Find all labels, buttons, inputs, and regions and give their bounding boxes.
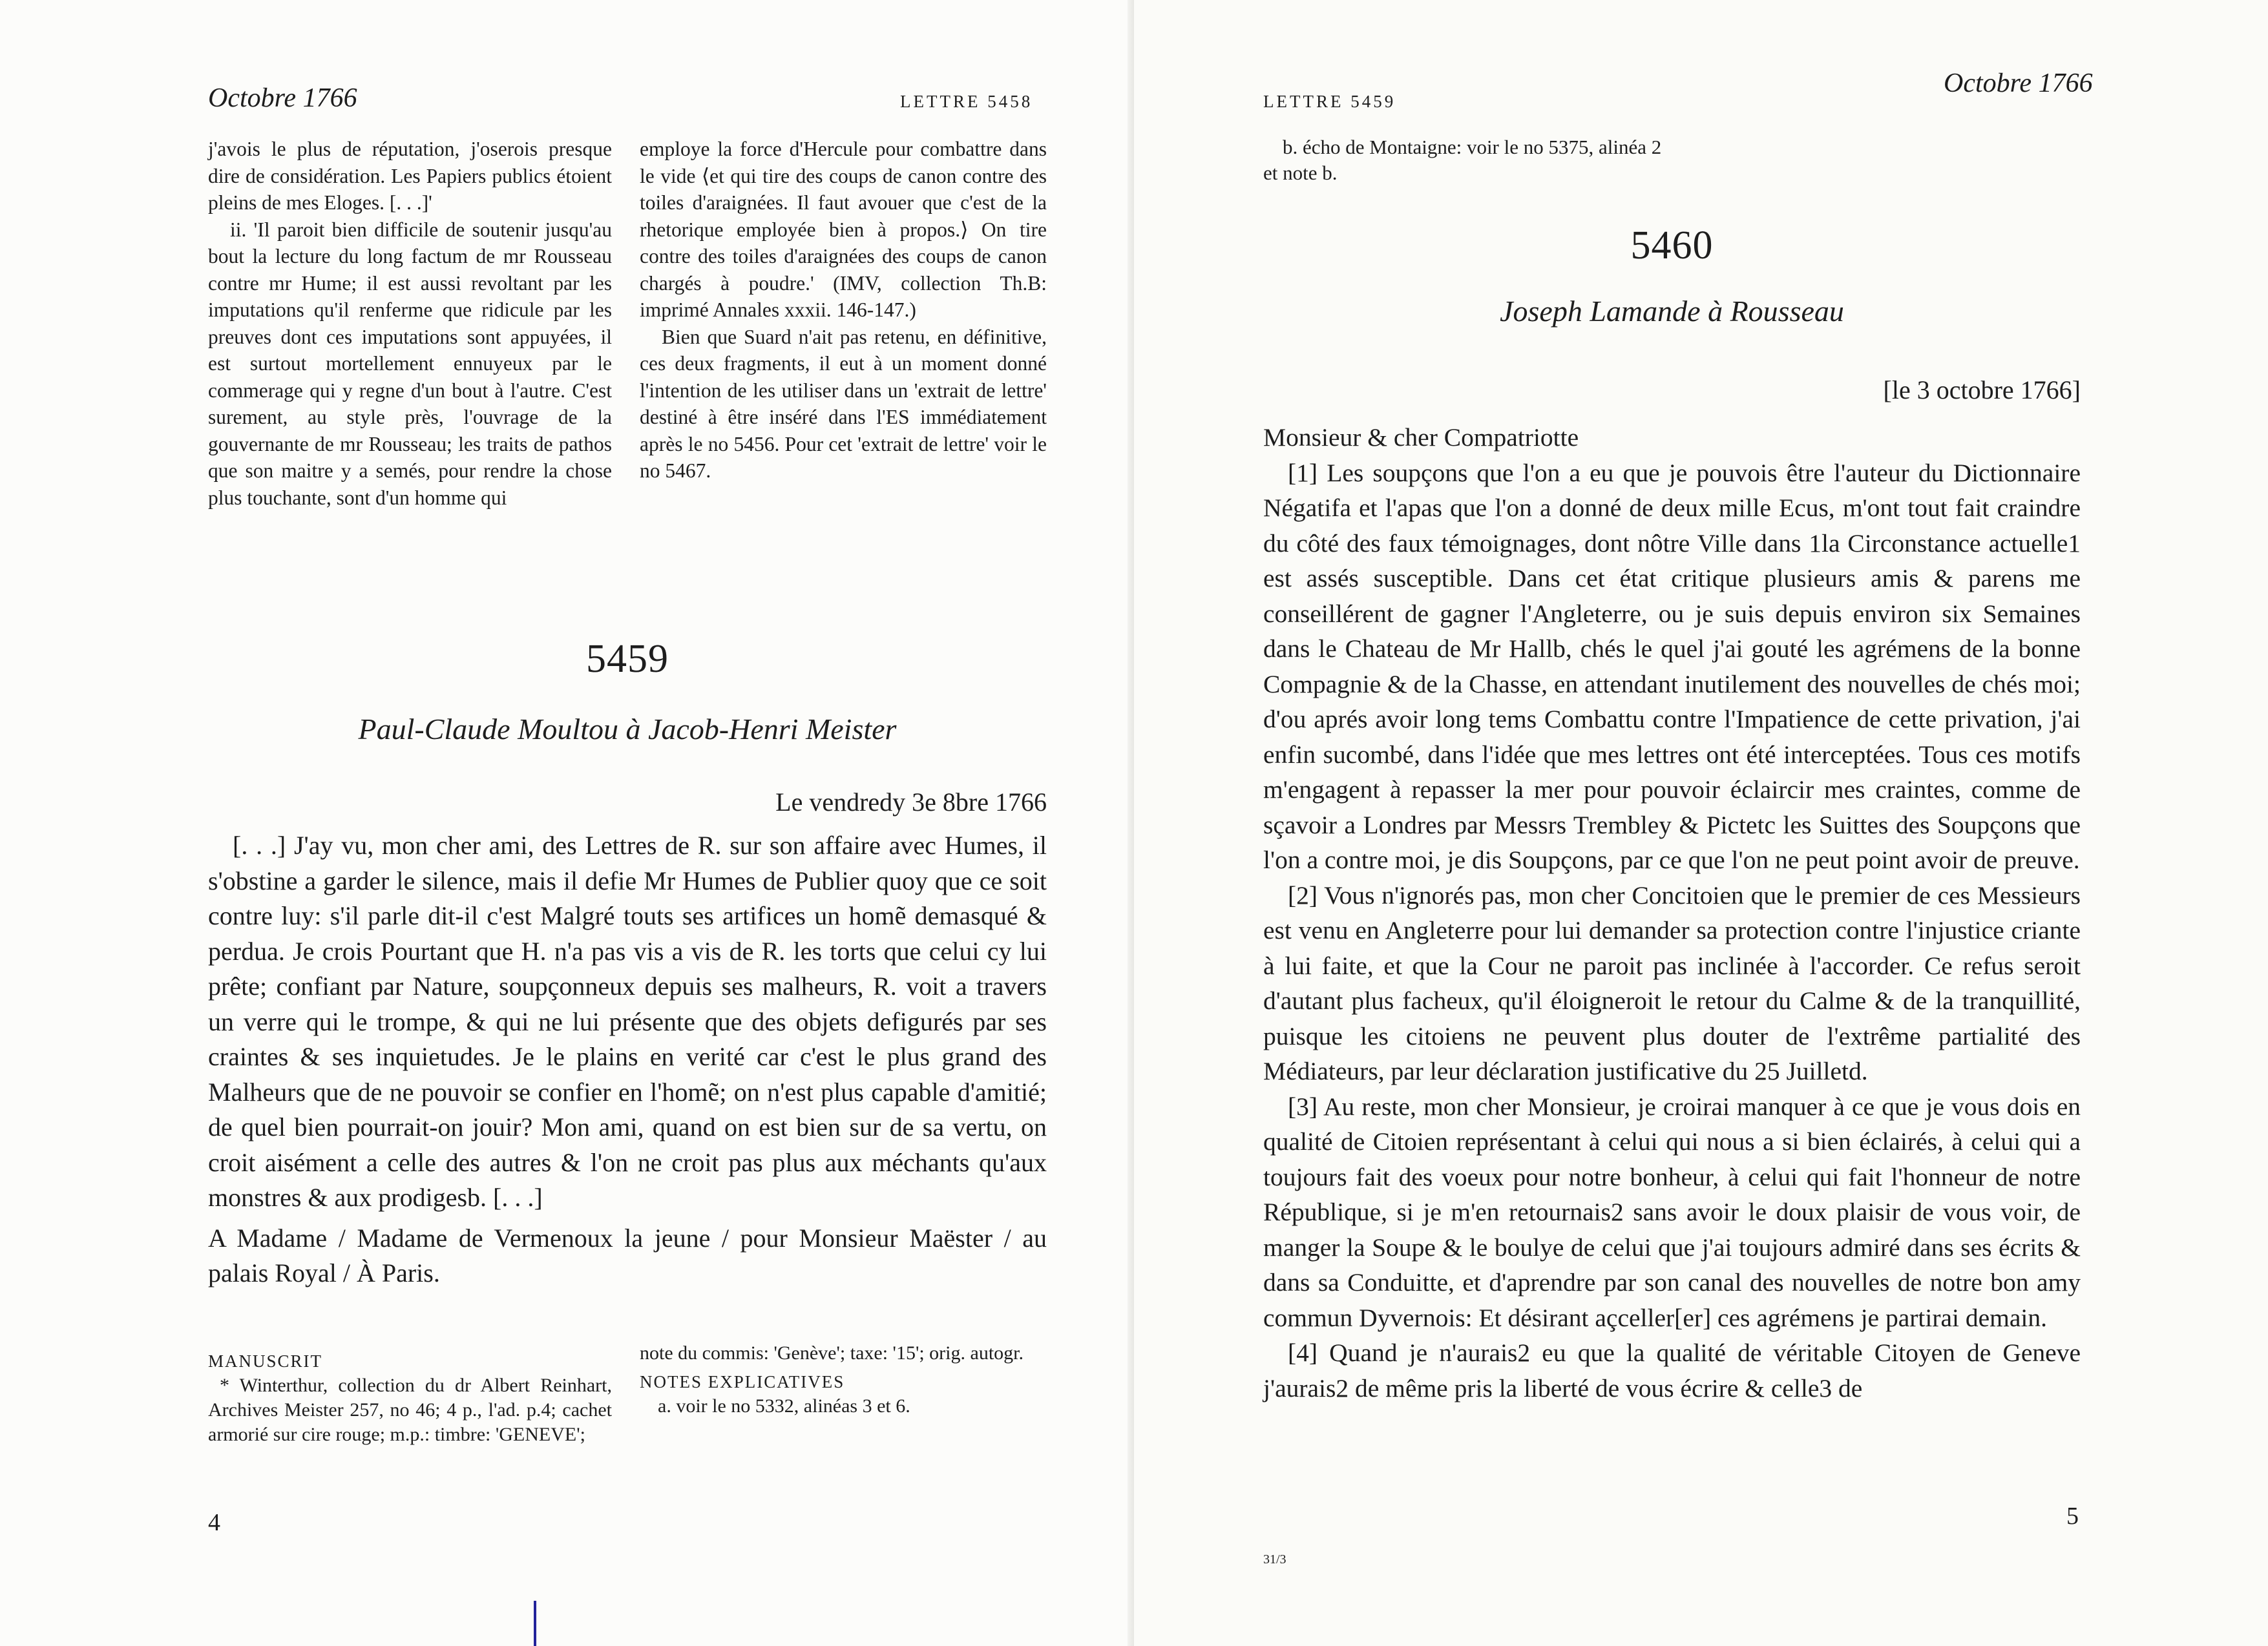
notes-heading: NOTES EXPLICATIVES (640, 1372, 845, 1391)
page-number: 4 (208, 1509, 220, 1536)
running-letter: LETTRE 5459 (1263, 92, 1396, 111)
body-paragraph: [4] Quand je n'aurais2 eu que la qualité de véritable Citoyen de Geneve j'aurais2 de même pris la liberté de vous écrire & celle3 de (1263, 1339, 2081, 1402)
notes-block (640, 1341, 1047, 1419)
letter-number: 5460 (1630, 224, 1714, 267)
body-paragraph: [1] Les soupçons que l'on a eu que je pouvois être l'auteur du Dictionnaire Négatifa et l'apas que l'on a donné de deux mille Ecus, m'ont tout fait craindre du côté des faux témoignages, dont nôtre Ville dans 1la Circonstance actuelle1 est assés susceptible. Dans cet état critique plusieurs amis & parens me conseillérent de gagner l'Angleterre, ou je suis depuis environ six Semaines dans le Chateau de Mr Hallb, chés le quel j'ai gouté les agrémens de la bonne Compagnie & de la Chasse, en attendant inutilement des nouvelles de chés moi; d'ou aprés avoir long tems Combattu contre l'Impatience de cette privation, j'ai enfin sucombé, dans l'idée que mes lettres ont été interceptées. Tous ces motifs m'engagent à repasser la mer pour pouvoir éclaircir mes craintes, comme de sçavoir a Londres par Messrs Trembley & Pictetc les Suittes des Soupçons que l'on a contre moi, je dis Soupçons, par ce que l'on ne peut point avoir de preuve. (1263, 458, 2081, 874)
letter-date: [le 3 octobre 1766] (1883, 375, 2081, 404)
running-date: Octobre 1766 (208, 83, 357, 113)
letter-body (208, 828, 1047, 1291)
salutation: Monsieur & cher Compatriotte (1263, 423, 1579, 452)
column-right (640, 136, 1047, 484)
column-paragraph: ii. 'Il paroit bien difficile de soutenir jusqu'au bout la lecture du long factum de mr Rousseau contre mr Hume; il est aussi revoltant par les imputations qu'il renferme que ridicule par les preuves dont ces imputations sont appuyées, il est surtout mortellement ennuyeux par le commerage qui y regne d'un bout à l'autre. C'est surement, au style près, l'ouvrage de la gouvernante de mr Rousseau; les traits de pathos que son maitre y a semés, pour rendre la chose plus touchante, sont d'un homme qui (208, 218, 612, 509)
column-paragraph: j'avois le plus de réputation, j'oserois presque dire de considération. Les Papiers publics étoient pleins de mes Eloges. [. . .]' (208, 138, 612, 214)
body-paragraph: [3] Au reste, mon cher Monsieur, je croirai manquer à ce que je vous dois en qualité de Citoien représentant à celui qui nous a si bien éclairés, à celui qui a toujours fait des voeux pour notre bonheur, à celui qui fait l'honneur de notre République, si je m'en retournais2 sans avoir le doux plaisir de vous voir, de manger la Soupe & le boulye de celui que j'ai toujours admiré dans ses écrits & dans sa Conduitte, et d'aprendre par son canal des nouvelles de notre bon amy commun Dyvernois: Et désirant açceller[er] ces agrémens je partirai demain. (1263, 1092, 2081, 1332)
letter-title: Joseph Lamande à Rousseau (1500, 295, 1844, 328)
body-paragraph: [. . .] J'ay vu, mon cher ami, des Lettres de R. sur son affaire avec Humes, il s'obstine a garder le silence, mais il defie Mr Humes de Publier quoy que ce soit contre luy: s'il parle dit-il c'est Malgré touts ses artifices un homẽ demasqué & perdua. Je crois Pourtant que H. n'a pas vis a vis de R. les torts que celui cy lui prête; confiant par Nature, soupçonneux depuis ses malheurs, R. voit a travers un verre qui le trompe, & qui ne lui présente que des objets defigurés par ses craintes & ses inquietudes. Je le plains en verité car c'est le plus grand des Malheurs que de ne pouvoir se confier en l'homẽ; on n'est plus capable d'amitié; de quel bien pourrait-on jouir? Mon ami, quand on est bien sur de sa vertu, on croit aisément a celle des autres & l'on ne croit pas plus aux méchants qu'aux monstres & aux prodigesb. [. . .] (208, 831, 1047, 1212)
running-date: Octobre 1766 (1944, 68, 2093, 98)
note-b: b. écho de Montaigne: voir le no 5375, alinéa 2 et note b. (1263, 136, 1662, 184)
letter-number: 5459 (586, 637, 669, 681)
manuscrit-heading: MANUSCRIT (208, 1351, 323, 1371)
note-commis: note du commis: 'Genève'; taxe: '15'; orig. autogr. (640, 1342, 1024, 1364)
column-left (208, 136, 612, 511)
page-number: 5 (2066, 1503, 2079, 1530)
body-paragraph: [2] Vous n'ignorés pas, mon cher Concitoien que le premier de ces Messieurs est venu en Angleterre pour lui demander sa protection contre l'injustice criante à lui faite, et que la Cour ne paroit pas inclinée à l'accorder. Ce refus seroit d'autant plus facheux, qu'il éloigneroit le retour du Calme & de la tranquillité, puisque les citoiens ne peuvent plus douter de l'extrême partialité des Médiateurs, par leur déclaration justificative du 25 Juilletd. (1263, 880, 2081, 1085)
address-line: A Madame / Madame de Vermenoux la jeune / pour Monsieur Maëster / au palais Royal / À Paris. (208, 1223, 1047, 1287)
letter-date: Le vendredy 3e 8bre 1766 (775, 787, 1047, 817)
manuscrit-text: * Winterthur, collection du dr Albert Reinhart, Archives Meister 257, no 46; 4 p., l'ad. p.4; cachet armorié sur cire rouge; m.p.: timbre: 'GENEVE'; (208, 1375, 612, 1445)
manuscript-block (208, 1349, 612, 1447)
note-a: a. voir le no 5332, alinéas 3 et 6. (658, 1395, 910, 1417)
letter-title: Paul-Claude Moultou à Jacob-Henri Meister (358, 713, 897, 745)
running-letter: LETTRE 5458 (900, 92, 1033, 111)
column-paragraph: Bien que Suard n'ait pas retenu, en définitive, ces deux fragments, il eut à un moment donné l'intention de les utiliser dans un 'extrait de lettre' destiné à être inséré dans l'ES immédiatement après le no 5456. Pour cet 'extrait de lettre' voir le no 5467. (640, 325, 1047, 482)
scan-edge-mark (534, 1601, 536, 1646)
right-page (1134, 0, 2268, 1646)
letter-body (1263, 420, 2081, 1406)
column-paragraph: employe la force d'Hercule pour combattre dans le vide ⟨et qui tire des coups de canon contre des toiles d'araignées. Il faut avouer que c'est de la rhetorique employée bien à propos.⟩ On tire contre des toiles d'araignées des coups de canon chargés à poudre.' (IMV, collection Th.B: imprimé Annales xxxii. 146-147.) (640, 138, 1047, 321)
continued-note (1263, 134, 1677, 186)
signature-mark: 31/3 (1263, 1552, 1286, 1567)
